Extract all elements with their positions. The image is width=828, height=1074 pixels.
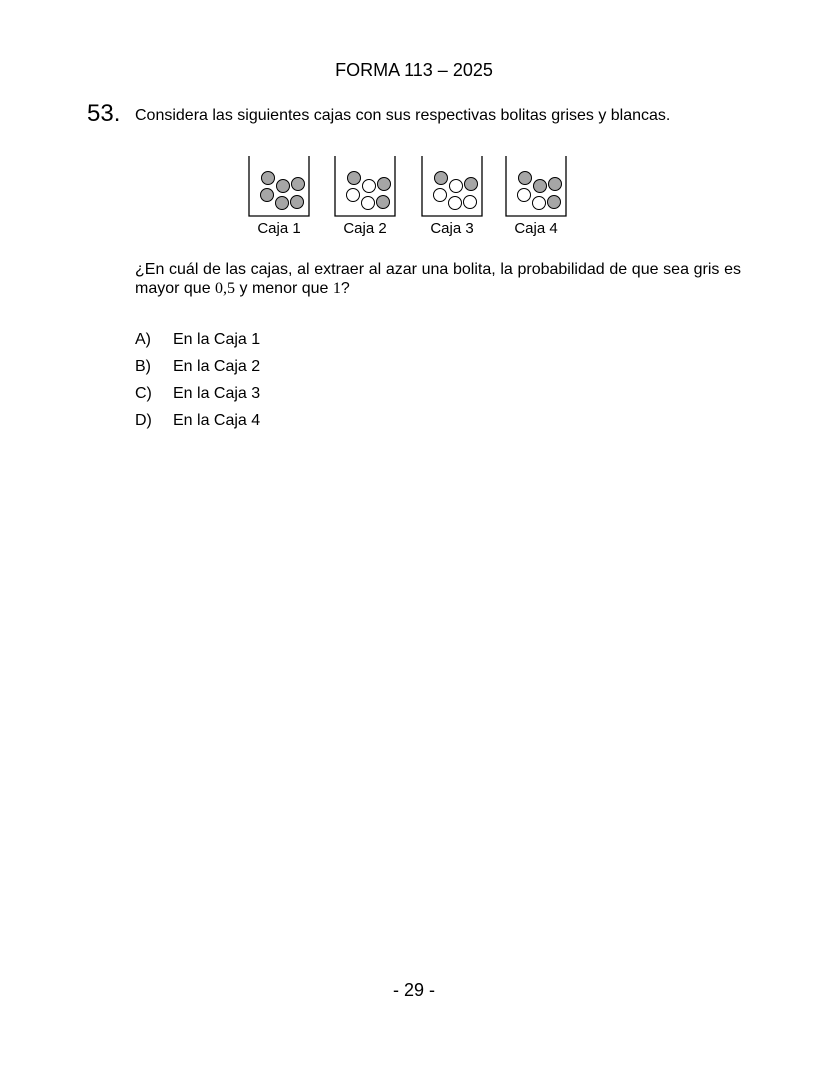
white-ball <box>450 180 463 193</box>
white-ball <box>363 180 376 193</box>
question-number: 53. <box>87 100 121 127</box>
gray-ball <box>348 172 361 185</box>
gray-ball <box>377 196 390 209</box>
white-ball <box>449 197 462 210</box>
gray-ball <box>435 172 448 185</box>
option-text: En la Caja 1 <box>173 330 261 348</box>
white-ball <box>464 196 477 209</box>
stem-text-2: y menor que <box>235 280 333 297</box>
option-letter: D) <box>135 411 152 429</box>
option-c[interactable] <box>135 380 260 407</box>
white-ball <box>533 197 546 210</box>
box-1 <box>249 156 309 237</box>
answer-options <box>135 326 260 434</box>
box-label: Caja 2 <box>343 220 387 237</box>
option-d[interactable] <box>135 407 260 434</box>
box-label: Caja 3 <box>430 220 474 237</box>
gray-ball <box>378 178 391 191</box>
boxes-diagram <box>245 152 585 242</box>
stem-text-1: ¿En cuál de las cajas, al extraer al azar una bolita, la probabilidad de que sea gris es mayor que <box>135 261 741 297</box>
gray-ball <box>549 178 562 191</box>
gray-ball <box>276 197 289 210</box>
question-stem <box>135 260 741 298</box>
option-letter: C) <box>135 384 152 402</box>
page-number: - 29 - <box>392 980 435 1000</box>
white-ball <box>362 197 375 210</box>
gray-ball <box>261 189 274 202</box>
box-3 <box>422 156 482 237</box>
gray-ball <box>465 178 478 191</box>
value-low: 0,5 <box>215 280 236 297</box>
option-text: En la Caja 2 <box>173 357 261 375</box>
option-b[interactable] <box>135 353 260 380</box>
gray-ball <box>277 180 290 193</box>
option-letter: B) <box>135 357 151 375</box>
gray-ball <box>262 172 275 185</box>
white-ball <box>347 189 360 202</box>
box-4 <box>506 156 566 237</box>
option-letter: A) <box>135 330 151 348</box>
option-text: En la Caja 4 <box>173 411 261 429</box>
white-ball <box>434 189 447 202</box>
box-label: Caja 1 <box>257 220 301 237</box>
box-2 <box>335 156 395 237</box>
white-ball <box>518 189 531 202</box>
gray-ball <box>548 196 561 209</box>
gray-ball <box>534 180 547 193</box>
gray-ball <box>519 172 532 185</box>
gray-ball <box>292 178 305 191</box>
value-high: 1 <box>332 280 341 297</box>
stem-text-3: ? <box>340 280 350 297</box>
form-header: FORMA 113 – 2025 <box>335 60 493 80</box>
box-label: Caja 4 <box>514 220 558 237</box>
gray-ball <box>291 196 304 209</box>
question-intro: Considera las siguientes cajas con sus respectivas bolitas grises y blancas. <box>135 107 671 124</box>
option-text: En la Caja 3 <box>173 384 261 402</box>
option-a[interactable] <box>135 326 260 353</box>
boxes-figure <box>245 152 585 242</box>
